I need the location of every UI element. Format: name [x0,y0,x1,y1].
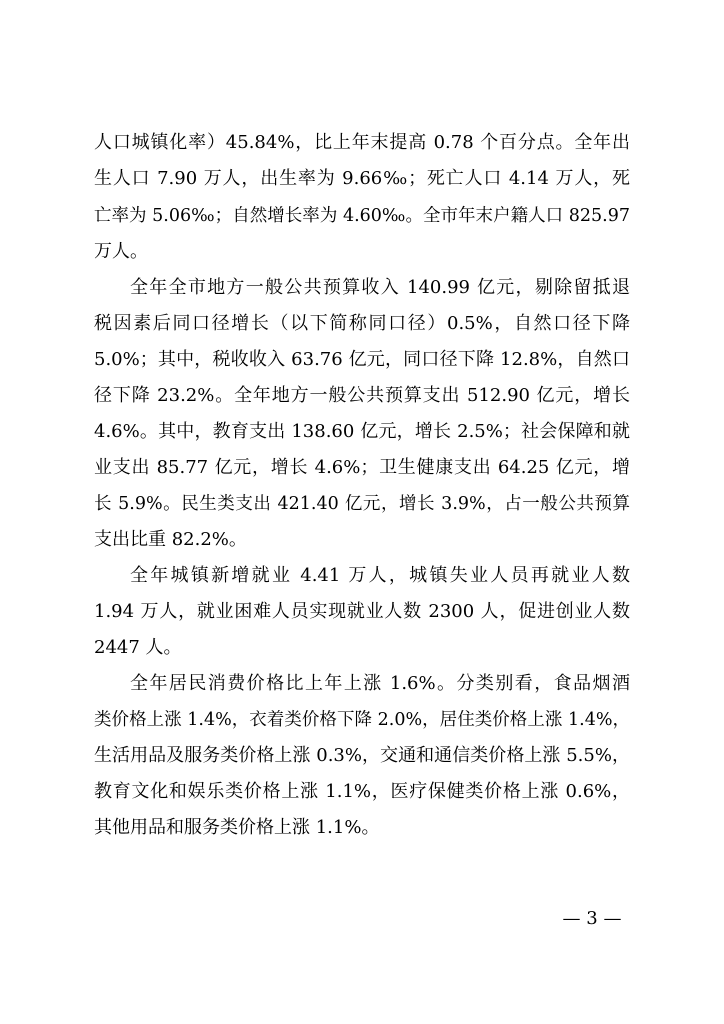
text-line: 生人口 7.90 万人，出生率为 9.66‰；死亡人口 4.14 万人，死 [94,168,630,189]
text-line: 类价格上涨 1.4%，衣着类价格下降 2.0%，居住类价格上涨 1.4%， [94,710,630,730]
text-line: 教育文化和娱乐类价格上涨 1.1%，医疗保健类价格上涨 0.6%， [94,781,630,802]
text-line: 全年全市地方一般公共预算收入 140.99 亿元，剔除留抵退 [130,277,630,298]
text-line: 5.0%；其中，税收收入 63.76 亿元，同口径下降 12.8%，自然口 [94,349,630,370]
text-line: 全年居民消费价格比上年上涨 1.6%。分类别看，食品烟酒 [130,673,630,694]
text-line: 其他用品和服务类价格上涨 1.1%。 [94,817,380,838]
text-line: 2447 人。 [94,637,182,658]
text-line: 税因素后同口径增长（以下简称同口径）0.5%，自然口径下降 [94,313,630,334]
text-line: 万人。 [94,241,148,262]
text-line: 径下降 23.2%。全年地方一般公共预算支出 512.90 亿元，增长 [94,385,630,406]
text-line: 亡率为 5.06‰；自然增长率为 4.60‰。全市年末户籍人口 825.97 [94,206,630,226]
text-line: 1.94 万人，就业困难人员实现就业人数 2300 人，促进创业人数 [94,601,630,622]
text-line: 支出比重 82.2%。 [94,529,247,550]
text-line: 人口城镇化率）45.84%，比上年末提高 0.78 个百分点。全年出 [94,132,630,153]
text-line: 4.6%。其中，教育支出 138.60 亿元，增长 2.5%；社会保障和就 [94,421,630,442]
text-line: 业支出 85.77 亿元，增长 4.6%；卫生健康支出 64.25 亿元，增 [94,457,630,478]
text-line: 全年城镇新增就业 4.41 万人，城镇失业人员再就业人数 [130,565,630,586]
page-number: — 3 — [562,908,622,929]
text-line: 生活用品及服务类价格上涨 0.3%，交通和通信类价格上涨 5.5%， [94,745,630,766]
text-line: 长 5.9%。民生类支出 421.40 亿元，增长 3.9%，占一般公共预算 [94,494,630,514]
